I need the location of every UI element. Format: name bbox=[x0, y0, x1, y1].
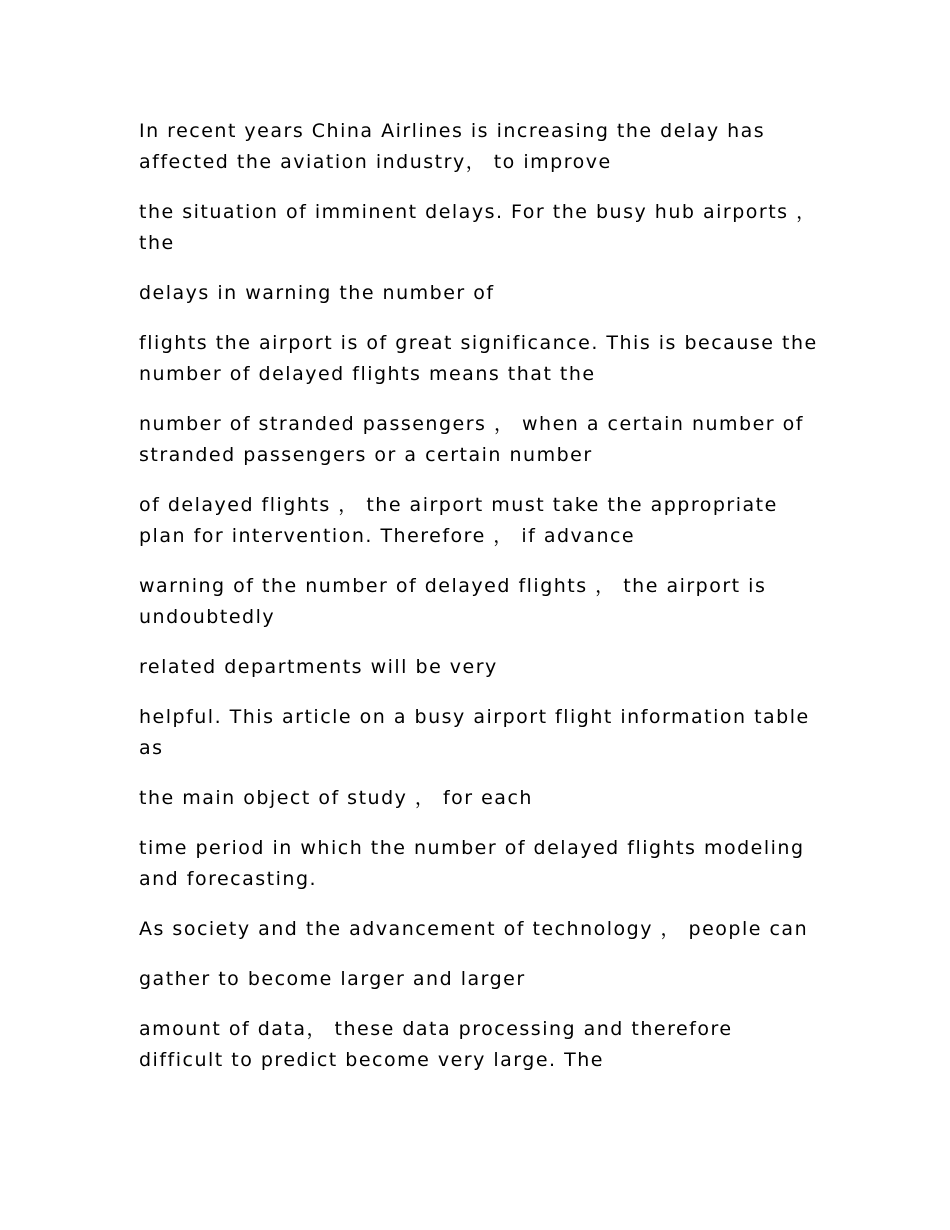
paragraph-10: the main object of study ， for each bbox=[139, 787, 533, 809]
paragraph-2: the situation of imminent delays. For the busy hub airports ， the bbox=[139, 201, 817, 254]
paragraph-9: helpful. This article on a busy airport flight information table as bbox=[139, 706, 810, 759]
paragraph-11: time period in which the number of delayed flights modeling and forecasting. bbox=[139, 837, 805, 890]
paragraph-5: number of stranded passengers ， when a certain number of stranded passengers or a certain number bbox=[139, 413, 804, 466]
paragraph-13: gather to become larger and larger bbox=[139, 968, 526, 990]
document-body bbox=[139, 116, 819, 1095]
paragraph-6: of delayed flights ， the airport must take the appropriate plan for intervention. Therefore ， if advance bbox=[139, 494, 778, 547]
paragraph-8: related departments will be very bbox=[139, 656, 498, 678]
paragraph-3: delays in warning the number of bbox=[139, 282, 495, 304]
paragraph-1: In recent years China Airlines is increasing the delay has affected the aviation industry， to improve bbox=[139, 120, 766, 173]
paragraph-7: warning of the number of delayed flights ， the airport is undoubtedly bbox=[139, 575, 767, 628]
paragraph-12: As society and the advancement of technology ， people can bbox=[139, 918, 809, 940]
paragraph-14: amount of data， these data processing and therefore difficult to predict become very large. The bbox=[139, 1018, 733, 1071]
paragraph-4: flights the airport is of great significance. This is because the number of delayed flights means that the bbox=[139, 332, 818, 385]
